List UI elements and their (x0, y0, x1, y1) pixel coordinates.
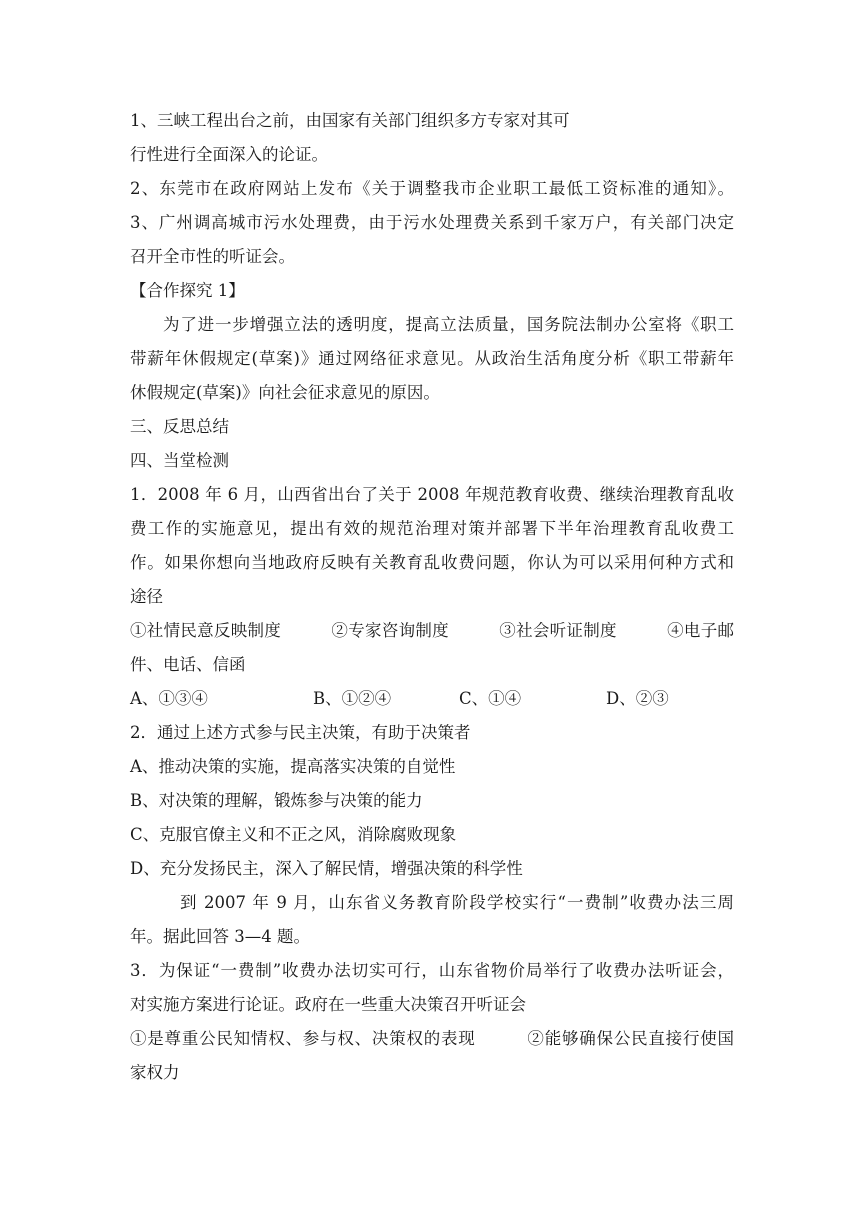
statement-options: 家权力 (130, 1063, 180, 1082)
choice-a: A、推动决策的实施，提高落实决策的自觉性 (130, 757, 456, 776)
document-body (130, 104, 734, 1090)
question-text: 费工作的实施意见，提出有效的规范治理对策并部署下半年治理教育乱收费工 (130, 519, 734, 538)
question-text: 3．为保证“一费制”收费办法切实可行，山东省物价局举行了收费办法听证会， (130, 961, 734, 980)
statement-options: ①社情民意反映制度 ②专家咨询制度 ③社会听证制度 ④电子邮 (130, 621, 734, 640)
text-line: 休假规定(草案)》向社会征求意见的原因。 (130, 383, 440, 402)
answer-choices (130, 682, 734, 716)
question-text: 作。如果你想向当地政府反映有关教育乱收费问题，你认为可以采用何种方式和 (130, 553, 734, 572)
text-line: 2、东莞市在政府网站上发布《关于调整我市企业职工最低工资标准的通知》。 (130, 179, 734, 198)
text-line: 召开全市性的听证会。 (130, 247, 295, 266)
choice-c: C、①④ (459, 689, 522, 708)
question-text: 2．通过上述方式参与民主决策，有助于决策者 (130, 723, 471, 742)
question-text: 1．2008 年 6 月，山西省出台了关于 2008 年规范教育收费、继续治理教育乱收 (130, 485, 734, 504)
choice-b: B、对决策的理解，锻炼参与决策的能力 (130, 791, 423, 810)
section-heading: 四、当堂检测 (130, 451, 229, 470)
section-heading: 【合作探究 1】 (130, 281, 245, 300)
text-line: 3、广州调高城市污水处理费，由于污水处理费关系到千家万户，有关部门决定 (130, 213, 734, 232)
section-heading: 三、反思总结 (130, 417, 229, 436)
statement-options: 件、电话、信函 (130, 655, 246, 674)
statement-options: ①是尊重公民知情权、参与权、决策权的表现 ②能够确保公民直接行使国 (130, 1029, 734, 1048)
choice-b: B、①②④ (313, 689, 392, 708)
text-line: 到 2007 年 9 月，山东省义务教育阶段学校实行“一费制”收费办法三周 (180, 893, 734, 912)
choice-a: A、①③④ (130, 689, 208, 708)
question-text: 对实施方案进行论证。政府在一些重大决策召开听证会 (130, 995, 526, 1014)
choice-d: D、充分发扬民主，深入了解民情，增强决策的科学性 (130, 859, 523, 878)
text-line: 1、三峡工程出台之前，由国家有关部门组织多方专家对其可 (130, 111, 570, 130)
question-text: 途径 (130, 587, 163, 606)
choice-d: D、②③ (606, 689, 669, 708)
text-line: 年。据此回答 3—4 题。 (130, 927, 310, 946)
choice-c: C、克服官僚主义和不正之风，消除腐败现象 (130, 825, 457, 844)
text-line: 为了进一步增强立法的透明度，提高立法质量，国务院法制办公室将《职工 (163, 315, 734, 334)
text-line: 带薪年休假规定(草案)》通过网络征求意见。从政治生活角度分析《职工带薪年 (130, 349, 734, 368)
text-line: 行性进行全面深入的论证。 (130, 145, 328, 164)
